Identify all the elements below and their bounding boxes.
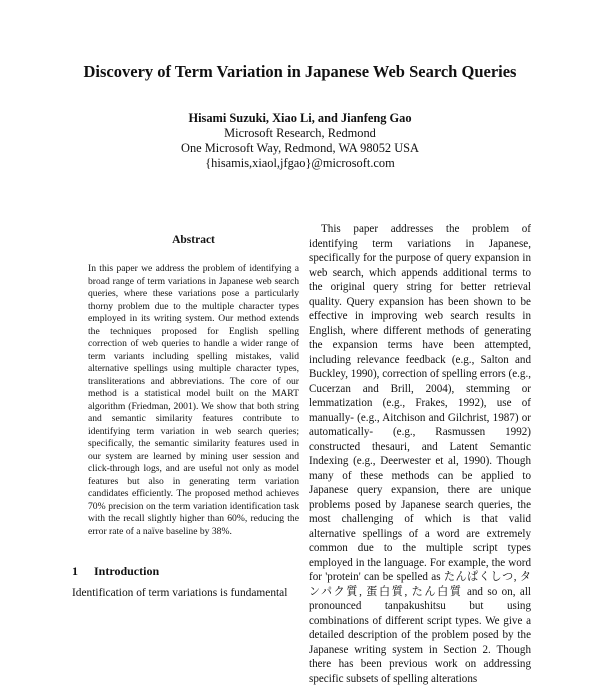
abstract-heading: Abstract <box>172 234 215 246</box>
address: One Microsoft Way, Redmond, WA 98052 USA <box>181 141 419 155</box>
section-number: 1 <box>72 564 78 578</box>
author-block <box>80 111 520 171</box>
email: {hisamis,xiaol,jfgao}@microsoft.com <box>205 156 395 170</box>
section-title: Introduction <box>94 564 160 578</box>
affiliation: Microsoft Research, Redmond <box>224 126 376 140</box>
author-names: Hisami Suzuki, Xiao Li, and Jianfeng Gao <box>188 111 412 125</box>
abstract-text: In this paper we address the problem of identifying a broad range of term variations in Japanese web search queries, where these variations pose a particularly thorny problem due to the multiple character types employed in its writing system. Our method extends the techniques proposed for English spelling correction of web queries to handle a wider range of term variants including spelling mistakes, valid alternative spellings using multiple character types, transliterations and abbreviations. The core of our method is a statistical model built on the MART algorithm (Friedman, 2001). We show that both string and semantic similarity features contribute to identifying term variation in web search queries; specifically, the semantic similarity features used in our system are learned by mining user session and click-through logs, and are useful not only as model features but also in generating term variation candidates efficiently. The proposed method achieves 70% precision on the term variation identification task with the recall slightly higher than 60%, reducing the error rate of a naïve baseline by 38%. <box>88 263 299 537</box>
introduction-first-line: Identification of term variations is fundamental <box>72 587 288 599</box>
paper-title: Discovery of Term Variation in Japanese Web Search Queries <box>83 62 517 81</box>
right-column <box>309 222 531 686</box>
abstract-section <box>88 233 299 538</box>
body-paragraph: This paper addresses the problem of identifying term variations in Japanese, specifically for the purpose of query expansion in web search, which appends additional terms to the original query string for better retrieval quality. Query expansion has been shown to be effective in improving web search results in English, where different methods of generating the expansion terms have been attempted, including relevance feedback (e.g., Salton and Buckley, 1990), correction of spelling errors (e.g., Cucerzan and Brill, 2004), stemming or lemmatization (e.g., Frakes, 1992), use of manually- (e.g., Aitchison and Gilchrist, 1987) or automatically- (e.g., Rasmussen 1992) constructed thesauri, and Latent Semantic Indexing (e.g., Deerwester et al, 1990). Though many of these methods can be applied to Japanese query expansion, there are unique problems posed by Japanese search queries, the most challenging of which is that valid alternative spellings of a word are extremely common due to the multiple script types employed in the language. For example, the word for 'protein' can be spelled as たんぱくしつ, タンパク質, 蛋白質, たん白質 and so on, all pronounced tanpakushitsu but using combinations of different script types. We give a detailed description of the problem posed by the Japanese writing system in Section 2. Though there has been previous work on addressing specific subsets of spelling alterations <box>309 223 532 685</box>
section-heading-introduction <box>72 564 159 579</box>
